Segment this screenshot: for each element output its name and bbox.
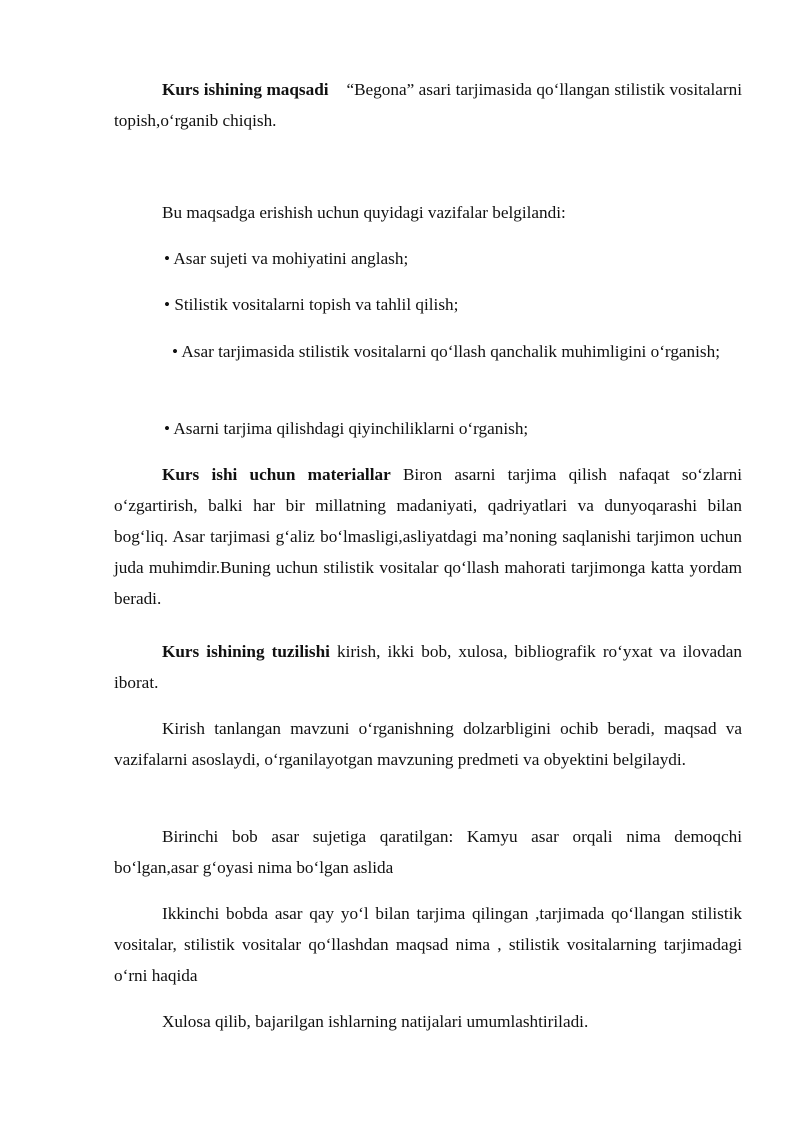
task-item-2: • Stilistik vositalarni topish va tahlil qilish; [164, 295, 459, 314]
structure-text: kirish, ikki bob, xulosa, bibliografik ro‘yxat va ilovadan iborat. [114, 642, 742, 692]
chapter1-paragraph: Birinchi bob asar sujetiga qaratilgan: Kamyu asar orqali nima demoqchi bo‘lgan,asar g‘oyasi nima bo‘lgan aslida [114, 827, 742, 877]
task-item-1: • Asar sujeti va mohiyatini anglash; [164, 249, 409, 268]
materials-paragraph [114, 459, 742, 614]
task-item-4: • Asarni tarjima qilishdagi qiyinchiliklarni o‘rganish; [164, 419, 529, 438]
structure-paragraph [114, 636, 742, 698]
materials-label: Kurs ishi uchun materiallar [162, 465, 391, 484]
structure-label: Kurs ishining tuzilishi [162, 642, 330, 661]
goal-paragraph [114, 74, 742, 136]
conclusion-paragraph: Xulosa qilib, bajarilgan ishlarning natijalari umumlashtiriladi. [162, 1012, 589, 1031]
intro-paragraph: Kirish tanlangan mavzuni o‘rganishning dolzarbligini ochib beradi, maqsad va vazifalarni asoslaydi, o‘rganilayotgan mavzuning predmeti va obyektini belgilaydi. [114, 719, 742, 769]
goal-label: Kurs ishining maqsadi [162, 80, 329, 99]
goal-text: “Begona” asari tarjimasida qo‘llangan stilistik vositalarni topish,o‘rganib chiqish. [114, 80, 743, 130]
tasks-intro: Bu maqsadga erishish uchun quyidagi vazifalar belgilandi: [162, 203, 566, 222]
chapter2-paragraph: Ikkinchi bobda asar qay yo‘l bilan tarjima qilingan ,tarjimada qo‘llangan stilistik vositalar, stilistik vositalar qo‘llashdan maqsad nima , stilistik vositalarning tarjimadagi o‘rni haqida [114, 904, 742, 985]
task-item-3: • Asar tarjimasida stilistik vositalarni qo‘llash qanchalik muhimligini o‘rganish; [172, 342, 720, 361]
materials-text: Biron asarni tarjima qilish nafaqat so‘zlarni o‘zgartirish, balki har bir millatning madaniyati, qadriyatlari va dunyoqarashi bilan bog‘liq. Asar tarjimasi g‘aliz bo‘lmasligi,asliyatdagi ma’noning saqlanishi tarjimon uchun juda muhimdir.Buning uchun stilistik vositalar qo‘llash mahorati tarjimonga katta yordam beradi. [114, 465, 742, 608]
